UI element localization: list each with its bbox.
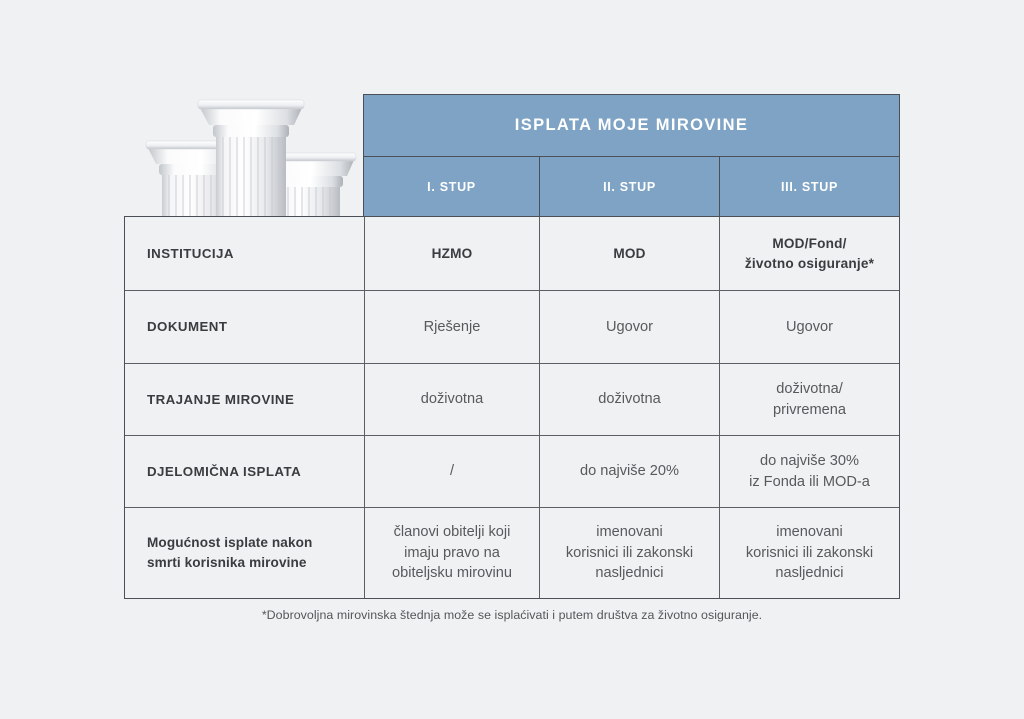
table-row [125, 508, 899, 598]
cell-value: do najviše 20% [580, 463, 679, 480]
cell-value: članovi obitelji koji imaju pravo na obiteljsku mirovinu [391, 523, 513, 582]
cell-value: Ugovor [605, 318, 654, 335]
row-label-cell [125, 436, 365, 507]
cell-value: doživotna/ privremena [773, 380, 846, 418]
cell-value: imenovani korisnici ili zakonski nasljednici [565, 523, 694, 582]
cell-stup-3 [720, 291, 899, 363]
cell-stup-1 [365, 508, 540, 598]
cell-stup-2 [540, 436, 720, 507]
table-header-block [363, 94, 900, 218]
cell-value: Ugovor [785, 318, 834, 335]
row-label-cell [125, 508, 365, 598]
cell-value: doživotna [420, 391, 484, 408]
cell-stup-3 [720, 508, 899, 598]
row-label: DOKUMENT [147, 319, 228, 335]
three-pillars-illustration [134, 88, 366, 219]
cell-stup-2 [540, 291, 720, 363]
cell-value: Rješenje [423, 318, 481, 335]
cell-value: doživotna [598, 391, 661, 408]
cell-value: MOD/Fond/ životno osiguranje* [744, 236, 875, 271]
cell-stup-3 [720, 217, 899, 290]
row-label-cell [125, 364, 365, 435]
column-header-label: III. STUP [780, 180, 838, 194]
comparison-table-body [124, 216, 900, 599]
table-title-row [364, 95, 899, 157]
cell-stup-2 [540, 217, 720, 290]
column-header-label: II. STUP [603, 180, 656, 194]
cell-stup-2 [540, 364, 720, 435]
cell-value: imenovani korisnici ili zakonski nasljednici [745, 523, 874, 582]
row-label-cell [125, 217, 365, 290]
cell-value: do najviše 30% iz Fonda ili MOD-a [749, 452, 870, 490]
column-header-stup-3 [720, 157, 899, 217]
row-label-cell [125, 291, 365, 363]
row-label: DJELOMIČNA ISPLATA [147, 463, 302, 479]
row-label: Mogućnost isplate nakon smrti korisnika mirovine [147, 535, 313, 570]
page-title: ISPLATA MOJE MIROVINE [514, 116, 749, 134]
cell-stup-1 [365, 436, 540, 507]
cell-value: / [449, 463, 455, 480]
table-row [125, 364, 899, 436]
column-header-stup-2 [540, 157, 720, 217]
cell-value: HZMO [431, 245, 473, 261]
cell-value: MOD [613, 245, 646, 261]
column-header-stup-1 [364, 157, 540, 217]
pillar-header-row [364, 157, 899, 217]
table-row [125, 217, 899, 291]
cell-stup-1 [365, 217, 540, 290]
cell-stup-1 [365, 364, 540, 435]
cell-stup-3 [720, 436, 899, 507]
row-label: TRAJANJE MIROVINE [147, 391, 295, 407]
table-row [125, 436, 899, 508]
row-label: INSTITUCIJA [147, 245, 234, 261]
column-header-label: I. STUP [427, 180, 476, 194]
cell-stup-2 [540, 508, 720, 598]
cell-stup-1 [365, 291, 540, 363]
cell-stup-3 [720, 364, 899, 435]
table-row [125, 291, 899, 364]
footnote: *Dobrovoljna mirovinska štednja može se isplaćivati i putem društva za životno osiguranje. [261, 608, 763, 622]
